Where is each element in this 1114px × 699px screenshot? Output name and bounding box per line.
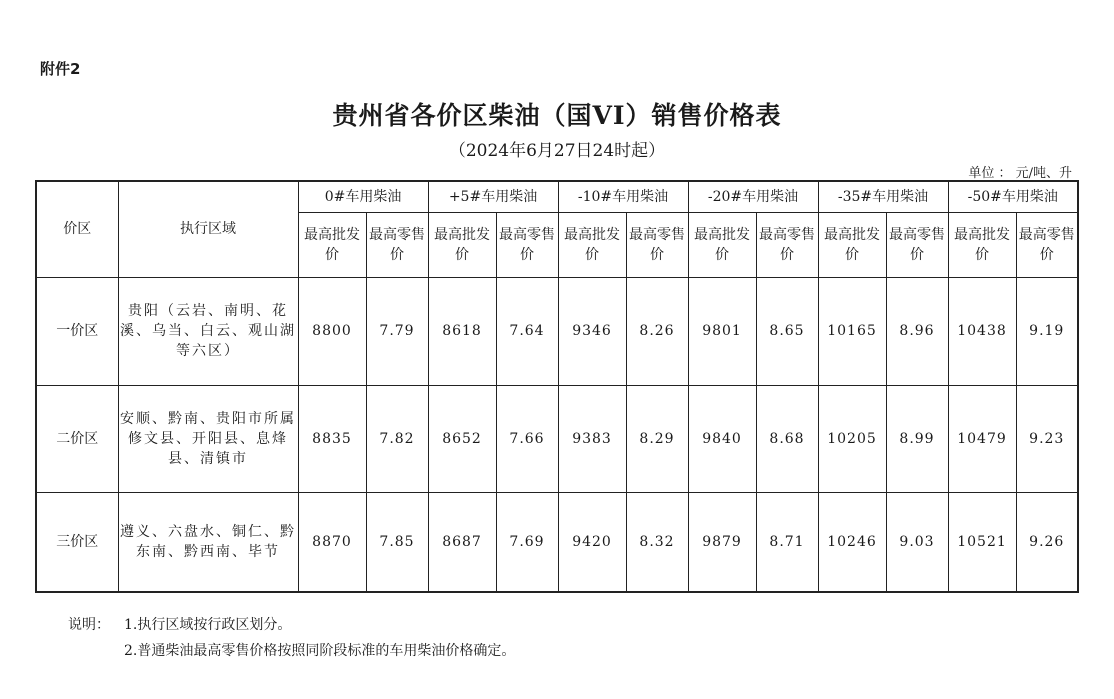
retail-header: 最高零售价 xyxy=(366,212,428,277)
wholesale-price-cell: 10246 xyxy=(818,492,886,592)
wholesale-price-cell: 9383 xyxy=(558,385,626,492)
price-table xyxy=(35,180,1079,593)
wholesale-header: 最高批发价 xyxy=(948,212,1016,277)
note-line xyxy=(68,612,515,638)
retail-price-cell: 7.66 xyxy=(496,385,558,492)
fuel-header: -35#车用柴油 xyxy=(818,181,948,212)
retail-price-cell: 8.99 xyxy=(886,385,948,492)
retail-price-cell: 7.79 xyxy=(366,277,428,385)
retail-header: 最高零售价 xyxy=(626,212,688,277)
retail-header: 最高零售价 xyxy=(496,212,558,277)
area-header: 执行区域 xyxy=(118,181,298,277)
retail-price-cell: 8.65 xyxy=(756,277,818,385)
effective-date: （2024年6月27日24时起） xyxy=(448,141,666,161)
wholesale-header: 最高批发价 xyxy=(428,212,496,277)
retail-price-cell: 8.71 xyxy=(756,492,818,592)
retail-price-cell: 7.85 xyxy=(366,492,428,592)
wholesale-price-cell: 9346 xyxy=(558,277,626,385)
retail-price-cell: 7.69 xyxy=(496,492,558,592)
header-row-fuel xyxy=(36,181,1078,212)
retail-price-cell: 8.96 xyxy=(886,277,948,385)
retail-header: 最高零售价 xyxy=(1016,212,1078,277)
wholesale-header: 最高批发价 xyxy=(688,212,756,277)
wholesale-header: 最高批发价 xyxy=(558,212,626,277)
retail-header: 最高零售价 xyxy=(756,212,818,277)
fuel-header: +5#车用柴油 xyxy=(428,181,558,212)
retail-price-cell: 7.64 xyxy=(496,277,558,385)
wholesale-price-cell: 10479 xyxy=(948,385,1016,492)
area-cell: 贵阳（云岩、南明、花溪、乌当、白云、观山湖等六区） xyxy=(118,277,298,385)
note-item: 1.执行区域按行政区划分。 xyxy=(124,617,292,633)
wholesale-price-cell: 9420 xyxy=(558,492,626,592)
wholesale-price-cell: 8835 xyxy=(298,385,366,492)
wholesale-price-cell: 8618 xyxy=(428,277,496,385)
wholesale-price-cell: 9840 xyxy=(688,385,756,492)
table-row xyxy=(36,277,1078,385)
attachment-label: 附件2 xyxy=(40,60,81,78)
wholesale-price-cell: 8652 xyxy=(428,385,496,492)
wholesale-header: 最高批发价 xyxy=(818,212,886,277)
fuel-header: -10#车用柴油 xyxy=(558,181,688,212)
fuel-header: -50#车用柴油 xyxy=(948,181,1078,212)
notes-label: 说明： xyxy=(68,617,110,633)
area-cell: 安顺、黔南、贵阳市所属修文县、开阳县、息烽县、清镇市 xyxy=(118,385,298,492)
retail-price-cell: 9.26 xyxy=(1016,492,1078,592)
zone-header: 价区 xyxy=(36,181,118,277)
wholesale-price-cell: 9879 xyxy=(688,492,756,592)
unit-label: 单位 ： 元/吨、升 xyxy=(968,166,1072,181)
fuel-header: 0#车用柴油 xyxy=(298,181,428,212)
wholesale-price-cell: 9801 xyxy=(688,277,756,385)
retail-price-cell: 8.68 xyxy=(756,385,818,492)
retail-price-cell: 9.23 xyxy=(1016,385,1078,492)
area-cell: 遵义、六盘水、铜仁、黔东南、黔西南、毕节 xyxy=(118,492,298,592)
table-row xyxy=(36,385,1078,492)
note-line xyxy=(68,638,515,664)
note-item: 2.普通柴油最高零售价格按照同阶段标准的车用柴油价格确定。 xyxy=(124,643,516,659)
table-row xyxy=(36,492,1078,592)
zone-cell: 二价区 xyxy=(36,385,118,492)
wholesale-price-cell: 10521 xyxy=(948,492,1016,592)
wholesale-header: 最高批发价 xyxy=(298,212,366,277)
fuel-header: -20#车用柴油 xyxy=(688,181,818,212)
retail-price-cell: 8.26 xyxy=(626,277,688,385)
zone-cell: 三价区 xyxy=(36,492,118,592)
retail-price-cell: 9.19 xyxy=(1016,277,1078,385)
notes xyxy=(68,612,515,664)
retail-price-cell: 7.82 xyxy=(366,385,428,492)
zone-cell: 一价区 xyxy=(36,277,118,385)
wholesale-price-cell: 8687 xyxy=(428,492,496,592)
page-title: 贵州省各价区柴油（国VI）销售价格表 xyxy=(332,101,782,130)
retail-price-cell: 8.32 xyxy=(626,492,688,592)
retail-price-cell: 9.03 xyxy=(886,492,948,592)
retail-header: 最高零售价 xyxy=(886,212,948,277)
retail-price-cell: 8.29 xyxy=(626,385,688,492)
wholesale-price-cell: 8870 xyxy=(298,492,366,592)
wholesale-price-cell: 8800 xyxy=(298,277,366,385)
wholesale-price-cell: 10438 xyxy=(948,277,1016,385)
wholesale-price-cell: 10165 xyxy=(818,277,886,385)
wholesale-price-cell: 10205 xyxy=(818,385,886,492)
